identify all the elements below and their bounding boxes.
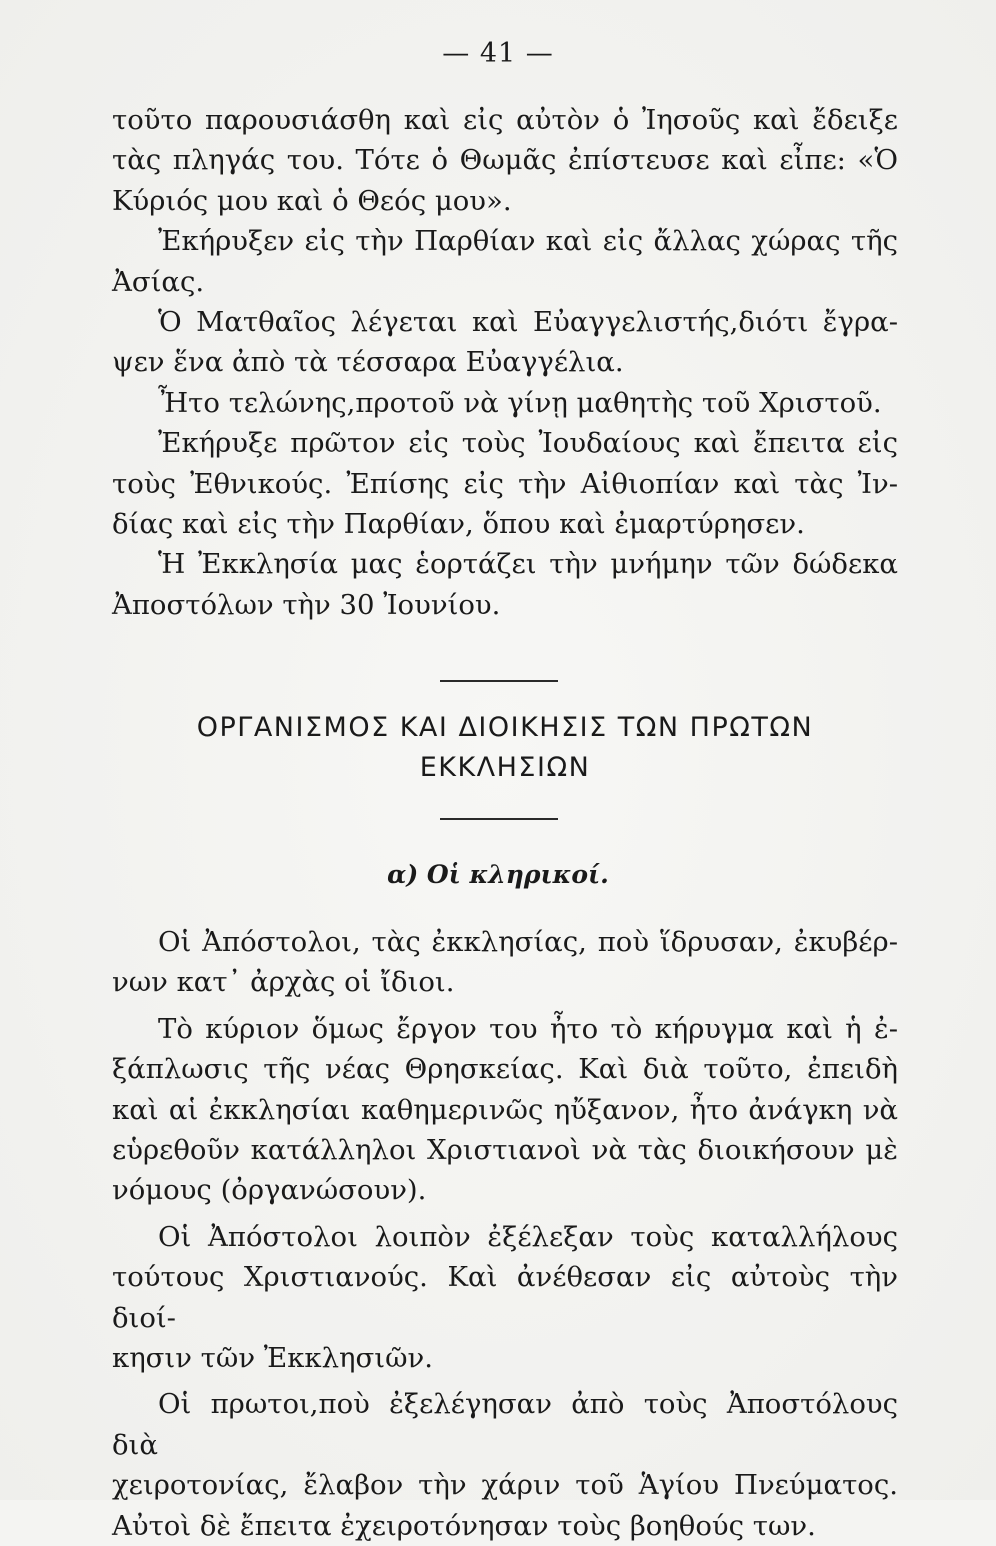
- text-line: Τὸ κύριον ὅμως ἔργον του ἦτο τὸ κήρυγμα καὶ ἡ ἐ-: [158, 1012, 898, 1045]
- text-line: δίας καὶ εἰς τὴν Παρθίαν, ὅπου καὶ ἐμαρτύρησεν.: [112, 508, 805, 541]
- text-line: Οἱ Ἀπόστολοι, τὰς ἐκκλησίας, ποὺ ἵδρυσαν, ἐκυβέρ-: [158, 926, 898, 958]
- text-line: τοὺς Ἐθνικούς. Ἐπίσης εἰς τὴν Αἰθιοπίαν καὶ τὰς Ἰν-: [112, 467, 898, 500]
- text-line: νων κατ᾽ ἀρχὰς οἱ ἴδιοι.: [112, 966, 455, 999]
- text-line: νόμους (ὀργανώσουν).: [112, 1174, 427, 1207]
- section-divider-top: [440, 680, 558, 682]
- text-line: καὶ αἱ ἐκκλησίαι καθημερινῶς ηὔξανον, ἦτο ἀνάγκη νὰ: [112, 1093, 898, 1126]
- text-line: Ἦτο τελώνης,πρoτοῦ νὰ γίνῃ μαθητὴς τοῦ Χριστοῦ.: [158, 386, 882, 419]
- top-text-block: [112, 100, 898, 625]
- text-line: ψεν ἕνα ἀπὸ τὰ τέσσαρα Εὐαγγέλια.: [112, 346, 624, 379]
- text-line: Ἡ Ἐκκλησία μας ἑορτάζει τὴν μνήμην τῶν δώδεκα: [158, 548, 898, 581]
- text-line: Ἐκήρυξεν εἰς τὴν Παρθίαν καὶ εἰς ἄλλας χώρας τῆς: [158, 225, 898, 258]
- section-heading: [112, 708, 898, 788]
- text-line: Οἱ πρωτοι,ποὺ ἐξελέγησαν ἀπὸ τοὺς Ἀποστόλους διὰ: [112, 1388, 898, 1461]
- text-line: τούτους Χριστιανούς. Καὶ ἀνέθεσαν εἰς αὐτοὺς τὴν διοί-: [112, 1261, 898, 1334]
- text-line: Ὁ Ματθαῖος λέγεται καὶ Εὐαγγελιστής,διότι ἔγρα-: [158, 306, 898, 339]
- text-line: χειροτονίας, ἔλαβον τὴν χάριν τοῦ Ἁγίου Πνεύματος.: [112, 1469, 898, 1502]
- text-line: Ἀσίας.: [112, 265, 205, 298]
- section-divider-bottom: [440, 818, 558, 820]
- text-line: Αὐτοὶ δὲ ἔπειτα ἐχειροτόνησαν τοὺς βοηθούς των.: [112, 1509, 816, 1542]
- section-heading-line1: ΟΡΓΑΝΙΣΜΟΣ ΚΑΙ ΔΙΟΙΚΗΣΙΣ ΤΩΝ ΠΡΩΤΩΝ: [196, 712, 814, 743]
- text-line: Ἀποστόλων τὴν 30 Ἰουνίου.: [112, 588, 501, 621]
- page-number: — 41 —: [442, 38, 554, 69]
- text-line: Κύριός μου καὶ ὁ Θεός μου».: [112, 184, 512, 217]
- bottom-text-block: [112, 922, 898, 1546]
- text-line: Οἱ Ἀπόστολοι λοιπὸν ἐξέλεξαν τοὺς καταλλήλους: [158, 1220, 898, 1253]
- text-line: ξάπλωσις τῆς νέας Θρησκείας. Καὶ διὰ τοῦτο, ἐπειδὴ: [112, 1053, 898, 1086]
- text-line: κησιν τῶν Ἐκκλησιῶν.: [112, 1342, 433, 1375]
- text-line: εὑρεθοῦν κατάλληλοι Χριστιανοὶ νὰ τὰς διοικήσουν μὲ: [112, 1134, 898, 1167]
- text-line: Ἐκήρυξε πρῶτον εἰς τοὺς Ἰουδαίους καὶ ἔπειτα εἰς: [158, 427, 898, 460]
- text-line: τοῦτο παρουσιάσθη καὶ εἰς αὐτὸν ὁ Ἰησοῦς καὶ ἔδειξε: [112, 104, 898, 136]
- subsection-heading: α) Οἱ κληρικοί.: [387, 860, 609, 889]
- text-line: τὰς πληγάς του. Τότε ὁ Θωμᾶς ἐπίστευσε καὶ εἶπε: «Ὁ: [112, 144, 898, 177]
- section-heading-line2: ΕΚΚΛΗΣΙΩΝ: [419, 752, 591, 783]
